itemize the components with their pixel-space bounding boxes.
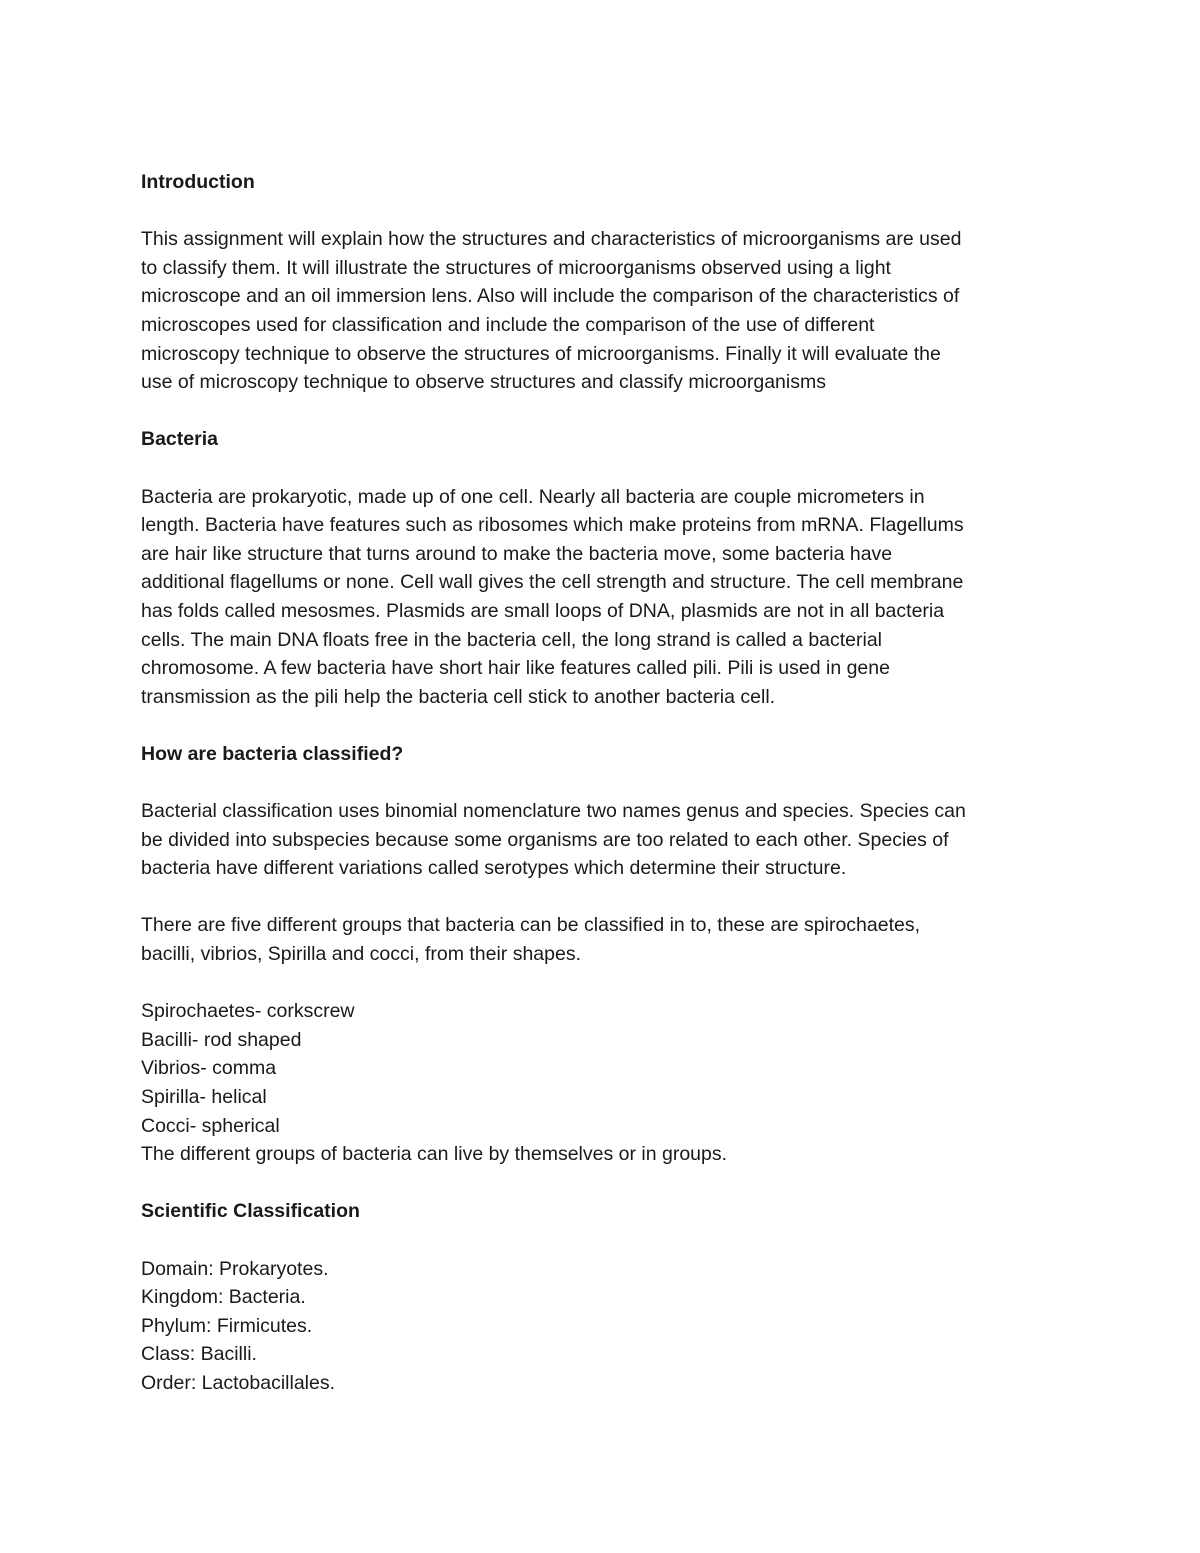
section-heading: How are bacteria classified? <box>141 742 404 765</box>
document-page <box>141 168 1071 1398</box>
text-line: Kingdom: Bacteria. <box>141 1286 306 1309</box>
section-spacer <box>141 1169 1071 1198</box>
text-line: Spirochaetes- corkscrew <box>141 1000 355 1023</box>
section-heading: Introduction <box>141 171 255 193</box>
paragraph-spacer <box>141 454 1071 483</box>
section-spacer <box>141 711 1071 740</box>
paragraph-spacer <box>141 883 1071 912</box>
paragraph <box>141 797 1071 883</box>
paragraph-spacer <box>141 1226 1071 1255</box>
text-line: Bacilli- rod shaped <box>141 1028 302 1051</box>
text-line: The different groups of bacteria can live by themselves or in groups. <box>141 1143 728 1166</box>
text-line: use of microscopy technique to observe structures and classify microorganisms <box>141 371 826 394</box>
paragraph <box>141 1255 1071 1398</box>
text-line: transmission as the pili help the bacteria cell stick to another bacteria cell. <box>141 685 776 708</box>
text-line: Spirilla- helical <box>141 1086 267 1108</box>
paragraph <box>141 225 1071 397</box>
section-spacer <box>141 397 1071 426</box>
text-line: Class: Bacilli. <box>141 1343 257 1366</box>
text-line: to classify them. It will illustrate the structures of microorganisms observed using a light <box>141 256 891 279</box>
text-line: length. Bacteria have features such as ribosomes which make proteins from mRNA. Flagellums <box>141 514 964 537</box>
text-line: has folds called mesosmes. Plasmids are small loops of DNA, plasmids are not in all bacteria <box>141 599 945 622</box>
paragraph <box>141 911 1071 968</box>
text-line: bacteria have different variations called serotypes which determine their structure. <box>141 857 847 880</box>
text-line: Bacterial classification uses binomial nomenclature two names genus and species. Species can <box>141 800 966 823</box>
text-line: This assignment will explain how the structures and characteristics of microorganisms are used <box>141 228 962 251</box>
text-line: cells. The main DNA floats free in the bacteria cell, the long strand is called a bacterial <box>141 628 883 651</box>
text-line: Domain: Prokaryotes. <box>141 1257 329 1280</box>
text-line: Phylum: Firmicutes. <box>141 1314 313 1337</box>
text-line: There are five different groups that bacteria can be classified in to, these are spirochaetes, <box>141 914 921 937</box>
text-line: microscope and an oil immersion lens. Also will include the comparison of the characteristics of <box>141 285 960 308</box>
text-line: additional flagellums or none. Cell wall gives the cell strength and structure. The cell membrane <box>141 571 964 594</box>
text-line: Order: Lactobacillales. <box>141 1371 336 1394</box>
section-heading: Scientific Classification <box>141 1200 360 1223</box>
text-line: bacilli, vibrios, Spirilla and cocci, from their shapes. <box>141 943 582 966</box>
text-line: microscopes used for classification and include the comparison of the use of different <box>141 313 875 336</box>
section-heading: Bacteria <box>141 428 218 451</box>
paragraph-spacer <box>141 197 1071 226</box>
text-line: Vibrios- comma <box>141 1057 277 1080</box>
paragraph-spacer <box>141 768 1071 797</box>
text-line: Cocci- spherical <box>141 1114 280 1137</box>
paragraph-spacer <box>141 969 1071 998</box>
paragraph <box>141 997 1071 1169</box>
text-line: are hair like structure that turns around to make the bacteria move, some bacteria have <box>141 542 893 565</box>
text-line: be divided into subspecies because some organisms are too related to each other. Species of <box>141 828 949 851</box>
text-line: chromosome. A few bacteria have short hair like features called pili. Pili is used in gene <box>141 657 890 680</box>
paragraph <box>141 483 1071 712</box>
text-line: microscopy technique to observe the structures of microorganisms. Finally it will evaluate the <box>141 342 941 365</box>
text-line: Bacteria are prokaryotic, made up of one cell. Nearly all bacteria are couple micrometers in <box>141 485 925 508</box>
